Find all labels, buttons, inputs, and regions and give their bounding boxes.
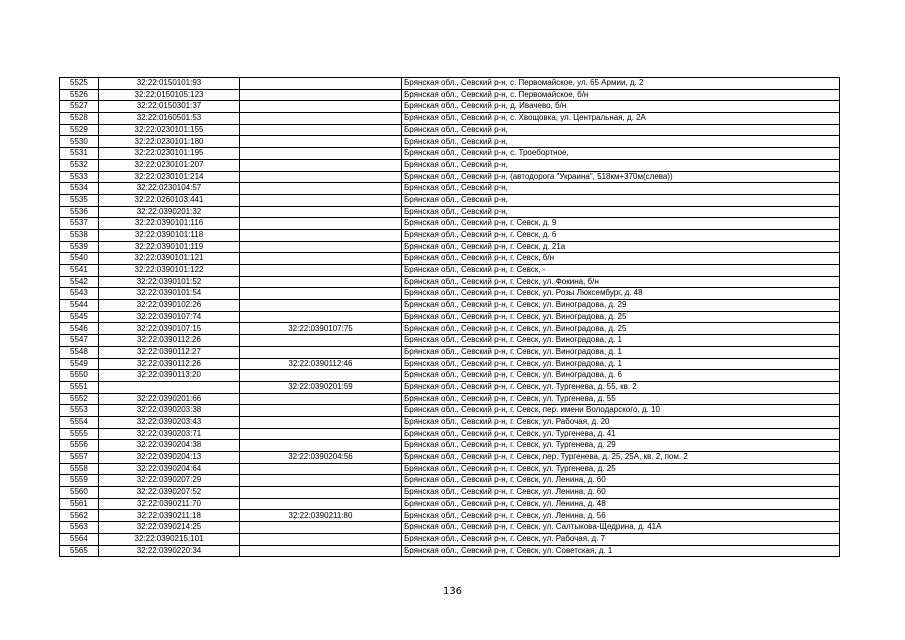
address-cell: Брянская обл., Севский р-н, г. Севск, ул. Виноградова, д. 1 [402, 346, 840, 358]
related-cadastral-number-cell: 32:22:0390204:56 [240, 452, 402, 464]
address-cell: Брянская обл., Севский р-н, г. Севск, ул. Рабочая, д. 20 [402, 416, 840, 428]
table-row [60, 510, 840, 522]
address-cell: Брянская обл., Севский р-н, г. Севск, ул. Тургенева, д. 55 [402, 393, 840, 405]
table-row [60, 288, 840, 300]
row-number-cell: 5531 [60, 148, 99, 160]
related-cadastral-number-cell [240, 300, 402, 312]
table-row [60, 183, 840, 195]
row-number-cell: 5547 [60, 335, 99, 347]
table-row [60, 533, 840, 545]
table-row [60, 171, 840, 183]
cadastral-number-cell: 32:22:0390211:18 [99, 510, 240, 522]
address-cell: Брянская обл., Севский р-н, г. Севск, ул. Советская, д. 1 [402, 545, 840, 557]
table-row [60, 229, 840, 241]
related-cadastral-number-cell [240, 405, 402, 417]
row-number-cell: 5562 [60, 510, 99, 522]
address-cell: Брянская обл., Севский р-н, г. Севск, д. 9 [402, 218, 840, 230]
address-cell: Брянская обл., Севский р-н, д. Ивачево, б/н [402, 101, 840, 113]
related-cadastral-number-cell [240, 194, 402, 206]
cadastral-number-cell: 32:22:0390201:32 [99, 206, 240, 218]
table-row [60, 101, 840, 113]
related-cadastral-number-cell [240, 183, 402, 195]
cadastral-number-cell: 32:22:0230101:195 [99, 148, 240, 160]
address-cell: Брянская обл., Севский р-н, [402, 206, 840, 218]
row-number-cell: 5532 [60, 159, 99, 171]
address-cell: Брянская обл., Севский р-н, г. Севск, ул. Виноградова, д. 25 [402, 311, 840, 323]
table-row [60, 416, 840, 428]
related-cadastral-number-cell [240, 148, 402, 160]
related-cadastral-number-cell [240, 393, 402, 405]
related-cadastral-number-cell [240, 159, 402, 171]
related-cadastral-number-cell [240, 545, 402, 557]
table-row [60, 323, 840, 335]
table-row [60, 463, 840, 475]
table-row [60, 311, 840, 323]
table-row [60, 545, 840, 557]
row-number-cell: 5546 [60, 323, 99, 335]
cadastral-number-cell: 32:22:0390107:74 [99, 311, 240, 323]
row-number-cell: 5535 [60, 194, 99, 206]
related-cadastral-number-cell [240, 241, 402, 253]
cadastral-number-cell: 32:22:0390102:26 [99, 300, 240, 312]
address-cell: Брянская обл., Севский р-н, г. Севск, ул. Розы Люксембург, д. 48 [402, 288, 840, 300]
address-cell: Брянская обл., Севский р-н, г. Севск, ул. Виноградова, д. 25 [402, 323, 840, 335]
related-cadastral-number-cell [240, 265, 402, 277]
table-row [60, 265, 840, 277]
table-row [60, 498, 840, 510]
row-number-cell: 5543 [60, 288, 99, 300]
address-cell: Брянская обл., Севский р-н, г. Севск, ул. Виноградова, д. 29 [402, 300, 840, 312]
row-number-cell: 5561 [60, 498, 99, 510]
related-cadastral-number-cell [240, 171, 402, 183]
table-row [60, 405, 840, 417]
address-cell: Брянская обл., Севский р-н, г. Севск, ул. Ленина, д. 56 [402, 510, 840, 522]
address-cell: Брянская обл., Севский р-н, г. Севск, д. 21а [402, 241, 840, 253]
address-cell: Брянская обл., Севский р-н, с. Хвощовка, ул. Центральная, д. 2А [402, 113, 840, 125]
related-cadastral-number-cell [240, 475, 402, 487]
table-body [60, 78, 840, 557]
cadastral-number-cell: 32:22:0390112:26 [99, 335, 240, 347]
address-cell: Брянская обл., Севский р-н, с. Первомайское, ул. 65 Армии, д. 2 [402, 78, 840, 90]
row-number-cell: 5545 [60, 311, 99, 323]
cadastral-number-cell: 32:22:0390220:34 [99, 545, 240, 557]
cadastral-number-cell: 32:22:0390215:101 [99, 533, 240, 545]
table-row [60, 148, 840, 160]
address-cell: Брянская обл., Севский р-н, г. Севск, - [402, 265, 840, 277]
table-row [60, 440, 840, 452]
address-cell: Брянская обл., Севский р-н, г. Севск, д. 6 [402, 229, 840, 241]
related-cadastral-number-cell [240, 276, 402, 288]
row-number-cell: 5526 [60, 89, 99, 101]
row-number-cell: 5564 [60, 533, 99, 545]
cadastral-number-cell: 32:22:0150105:123 [99, 89, 240, 101]
table-row [60, 428, 840, 440]
cadastral-number-cell: 32:22:0390214:25 [99, 522, 240, 534]
related-cadastral-number-cell [240, 89, 402, 101]
cadastral-number-cell: 32:22:0390204:13 [99, 452, 240, 464]
related-cadastral-number-cell [240, 440, 402, 452]
cadastral-number-cell: 32:22:0150101:93 [99, 78, 240, 90]
address-cell: Брянская обл., Севский р-н, г. Севск, ул. Фокина, б/н [402, 276, 840, 288]
table-row [60, 346, 840, 358]
table-row [60, 113, 840, 125]
related-cadastral-number-cell [240, 101, 402, 113]
cadastral-number-cell: 32:22:0390101:122 [99, 265, 240, 277]
table-row [60, 381, 840, 393]
related-cadastral-number-cell [240, 124, 402, 136]
row-number-cell: 5549 [60, 358, 99, 370]
related-cadastral-number-cell [240, 218, 402, 230]
related-cadastral-number-cell [240, 136, 402, 148]
cadastral-number-cell: 32:22:0150301:37 [99, 101, 240, 113]
cadastral-number-cell: 32:22:0260103:441 [99, 194, 240, 206]
related-cadastral-number-cell [240, 311, 402, 323]
row-number-cell: 5542 [60, 276, 99, 288]
row-number-cell: 5556 [60, 440, 99, 452]
row-number-cell: 5533 [60, 171, 99, 183]
address-cell: Брянская обл., Севский р-н, [402, 183, 840, 195]
table-row [60, 194, 840, 206]
property-table [59, 77, 840, 557]
related-cadastral-number-cell: 32:22:0390107:75 [240, 323, 402, 335]
cadastral-number-cell: 32:22:0230101:207 [99, 159, 240, 171]
cadastral-number-cell: 32:22:0390112:27 [99, 346, 240, 358]
address-cell: Брянская обл., Севский р-н, г. Севск, ул. Тургенева, д. 55, кв. 2 [402, 381, 840, 393]
cadastral-number-cell: 32:22:0160501:53 [99, 113, 240, 125]
table-row [60, 335, 840, 347]
cadastral-number-cell: 32:22:0390203:43 [99, 416, 240, 428]
cadastral-number-cell: 32:22:0390207:52 [99, 487, 240, 499]
table-row [60, 78, 840, 90]
table-row [60, 522, 840, 534]
table-row [60, 393, 840, 405]
related-cadastral-number-cell: 32:22:0390201:59 [240, 381, 402, 393]
table-row [60, 276, 840, 288]
related-cadastral-number-cell [240, 335, 402, 347]
table-row [60, 124, 840, 136]
related-cadastral-number-cell [240, 288, 402, 300]
table-row [60, 136, 840, 148]
row-number-cell: 5527 [60, 101, 99, 113]
row-number-cell: 5553 [60, 405, 99, 417]
related-cadastral-number-cell [240, 498, 402, 510]
table-row [60, 475, 840, 487]
cadastral-number-cell: 32:22:0390204:64 [99, 463, 240, 475]
related-cadastral-number-cell [240, 253, 402, 265]
related-cadastral-number-cell [240, 370, 402, 382]
row-number-cell: 5539 [60, 241, 99, 253]
row-number-cell: 5552 [60, 393, 99, 405]
row-number-cell: 5537 [60, 218, 99, 230]
related-cadastral-number-cell [240, 346, 402, 358]
related-cadastral-number-cell [240, 113, 402, 125]
related-cadastral-number-cell [240, 206, 402, 218]
cadastral-number-cell: 32:22:0230101:180 [99, 136, 240, 148]
address-cell: Брянская обл., Севский р-н, г. Севск, б/н [402, 253, 840, 265]
cadastral-number-cell: 32:22:0390207:29 [99, 475, 240, 487]
related-cadastral-number-cell: 32:22:0390211:80 [240, 510, 402, 522]
cadastral-number-cell: 32:22:0390101:52 [99, 276, 240, 288]
row-number-cell: 5550 [60, 370, 99, 382]
address-cell: Брянская обл., Севский р-н, г. Севск, ул. Рабочая, д. 7 [402, 533, 840, 545]
table-row [60, 452, 840, 464]
address-cell: Брянская обл., Севский р-н, г. Севск, ул. Тургенева, д. 25 [402, 463, 840, 475]
cadastral-number-cell: 32:22:0230101:155 [99, 124, 240, 136]
row-number-cell: 5540 [60, 253, 99, 265]
table-row [60, 218, 840, 230]
page-number: 136 [442, 586, 463, 597]
row-number-cell: 5554 [60, 416, 99, 428]
row-number-cell: 5557 [60, 452, 99, 464]
cadastral-number-cell: 32:22:0390101:118 [99, 229, 240, 241]
related-cadastral-number-cell [240, 487, 402, 499]
row-number-cell: 5528 [60, 113, 99, 125]
address-cell: Брянская обл., Севский р-н, г. Севск, пер. Тургенева, д. 25, 25А, кв. 2, пом. 2 [402, 452, 840, 464]
address-cell: Брянская обл., Севский р-н, г. Севск, ул. Виноградова, д. 1 [402, 335, 840, 347]
address-cell: Брянская обл., Севский р-н, [402, 194, 840, 206]
row-number-cell: 5551 [60, 381, 99, 393]
row-number-cell: 5536 [60, 206, 99, 218]
cadastral-number-cell: 32:22:0230104:57 [99, 183, 240, 195]
address-cell: Брянская обл., Севский р-н, г. Севск, ул. Тургенева, д. 29 [402, 440, 840, 452]
cadastral-number-cell: 32:22:0390204:38 [99, 440, 240, 452]
related-cadastral-number-cell [240, 463, 402, 475]
address-cell: Брянская обл., Севский р-н, с. Первомайское, б/н [402, 89, 840, 101]
related-cadastral-number-cell: 32:22:0390112:46 [240, 358, 402, 370]
cadastral-number-cell: 32:22:0390211:70 [99, 498, 240, 510]
address-cell: Брянская обл., Севский р-н, г. Севск, ул. Ленина, д. 48 [402, 498, 840, 510]
address-cell: Брянская обл., Севский р-н, г. Севск, ул. Салтыкова-Щедрина, д. 41А [402, 522, 840, 534]
cadastral-number-cell: 32:22:0390101:54 [99, 288, 240, 300]
row-number-cell: 5559 [60, 475, 99, 487]
table-row [60, 358, 840, 370]
row-number-cell: 5555 [60, 428, 99, 440]
related-cadastral-number-cell [240, 522, 402, 534]
table-row [60, 206, 840, 218]
cadastral-number-cell: 32:22:0390107:15 [99, 323, 240, 335]
related-cadastral-number-cell [240, 533, 402, 545]
cadastral-number-cell: 32:22:0230101:214 [99, 171, 240, 183]
related-cadastral-number-cell [240, 229, 402, 241]
row-number-cell: 5529 [60, 124, 99, 136]
row-number-cell: 5534 [60, 183, 99, 195]
address-cell: Брянская обл., Севский р-н, [402, 136, 840, 148]
cadastral-number-cell [99, 381, 240, 393]
table-row [60, 89, 840, 101]
cadastral-number-cell: 32:22:0390112:26 [99, 358, 240, 370]
table-row [60, 370, 840, 382]
row-number-cell: 5538 [60, 229, 99, 241]
table-row [60, 241, 840, 253]
row-number-cell: 5563 [60, 522, 99, 534]
related-cadastral-number-cell [240, 78, 402, 90]
cadastral-number-cell: 32:22:0390101:119 [99, 241, 240, 253]
address-cell: Брянская обл., Севский р-н, г. Севск, ул. Виноградова, д. 1 [402, 358, 840, 370]
row-number-cell: 5560 [60, 487, 99, 499]
table-row [60, 487, 840, 499]
row-number-cell: 5565 [60, 545, 99, 557]
address-cell: Брянская обл., Севский р-н, г. Севск, ул. Ленина, д. 60 [402, 475, 840, 487]
address-cell: Брянская обл., Севский р-н, [402, 124, 840, 136]
table-row [60, 300, 840, 312]
address-cell: Брянская обл., Севский р-н, г. Севск, ул. Тургенева, д. 41 [402, 428, 840, 440]
address-cell: Брянская обл., Севский р-н, г. Севск, ул. Ленина, д. 60 [402, 487, 840, 499]
table-row [60, 253, 840, 265]
row-number-cell: 5548 [60, 346, 99, 358]
cadastral-number-cell: 32:22:0390101:116 [99, 218, 240, 230]
row-number-cell: 5541 [60, 265, 99, 277]
row-number-cell: 5544 [60, 300, 99, 312]
address-cell: Брянская обл., Севский р-н, (автодорога "Украина", 518км+370м(слева)) [402, 171, 840, 183]
related-cadastral-number-cell [240, 428, 402, 440]
address-cell: Брянская обл., Севский р-н, г. Севск, пер. имени Володарского, д. 10 [402, 405, 840, 417]
cadastral-number-cell: 32:22:0390203:38 [99, 405, 240, 417]
address-cell: Брянская обл., Севский р-н, с. Троебортное, [402, 148, 840, 160]
row-number-cell: 5530 [60, 136, 99, 148]
address-cell: Брянская обл., Севский р-н, [402, 159, 840, 171]
table-row [60, 159, 840, 171]
address-cell: Брянская обл., Севский р-н, г. Севск, ул. Виноградова, д. 6 [402, 370, 840, 382]
cadastral-number-cell: 32:22:0390201:66 [99, 393, 240, 405]
cadastral-number-cell: 32:22:0390101:121 [99, 253, 240, 265]
row-number-cell: 5525 [60, 78, 99, 90]
cadastral-number-cell: 32:22:0390113:20 [99, 370, 240, 382]
row-number-cell: 5558 [60, 463, 99, 475]
cadastral-number-cell: 32:22:0390203:71 [99, 428, 240, 440]
related-cadastral-number-cell [240, 416, 402, 428]
